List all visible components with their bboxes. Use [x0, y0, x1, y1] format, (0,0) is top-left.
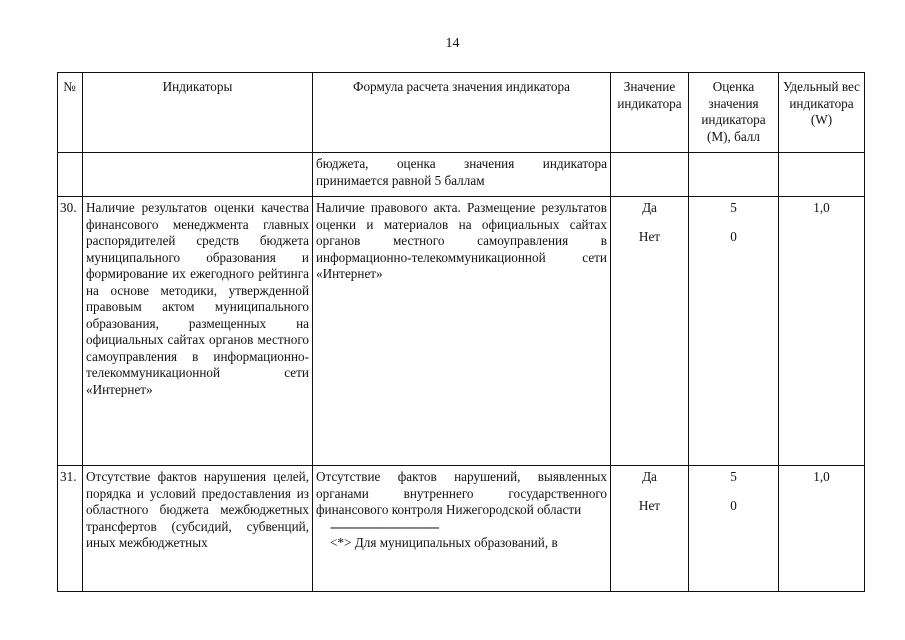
row-formula: Наличие правового акта. Размещение результатов оценки и материалов на официальных сайтах органов местного самоуправления в информационно-телекоммуникационной сети «Интернет»	[313, 197, 611, 466]
footnote-text: <*> Для муниципальных образований, в	[330, 535, 558, 550]
row-value-yes: Да	[642, 469, 657, 484]
continuation-value-cell	[611, 153, 689, 197]
continuation-indicator-cell	[83, 153, 313, 197]
row-value-no: Нет	[638, 228, 661, 244]
row-value-yes: Да	[642, 200, 657, 215]
row-score-yes: 5	[730, 469, 737, 484]
continuation-weight-cell	[779, 153, 865, 197]
continuation-formula: бюджета, оценка значения индикатора принимается равной 5 баллам	[313, 153, 611, 197]
continuation-row	[58, 153, 865, 197]
row-value-cell	[611, 197, 689, 466]
row-value-no: Нет	[638, 497, 661, 513]
row-score-no: 0	[730, 228, 737, 244]
row-score-cell	[689, 466, 779, 592]
row-weight: 1,0	[779, 466, 865, 592]
row-number: 30.	[58, 197, 83, 466]
row-score-cell	[689, 197, 779, 466]
row-value-cell	[611, 466, 689, 592]
table-row	[58, 466, 865, 592]
table-header-row	[58, 73, 865, 153]
header-weight: Удельный вес индикатора (W)	[779, 73, 865, 153]
indicators-table	[57, 72, 865, 592]
row-indicator: Наличие результатов оценки качества финансового менеджмента главных распорядителей средств бюджета муниципального образования и формирование их ежегодного рейтинга на основе методики, утвержденной правовым актом муниципального образования, размещенных на официальных сайтах органов местного самоуправления в информационно-телекоммуникационной сети «Интернет»	[83, 197, 313, 466]
header-value: Значение индикатора	[611, 73, 689, 153]
header-indicators: Индикаторы	[83, 73, 313, 153]
header-number: №	[58, 73, 83, 153]
table-row	[58, 197, 865, 466]
footnote-separator: --------------------------------	[330, 518, 439, 534]
row-score-yes: 5	[730, 200, 737, 215]
row-formula-cell	[313, 466, 611, 592]
row-indicator: Отсутствие фактов нарушения целей, порядка и условий предоставления из областного бюджета межбюджетных трансфертов (субсидий, субвенций, иных межбюджетных	[83, 466, 313, 592]
row-number: 31.	[58, 466, 83, 592]
continuation-score-cell	[689, 153, 779, 197]
row-formula: Отсутствие фактов нарушений, выявленных органами внутреннего государственного финансового контроля Нижегородской области	[316, 469, 607, 517]
header-formula: Формула расчета значения индикатора	[313, 73, 611, 153]
continuation-number-cell	[58, 153, 83, 197]
row-weight: 1,0	[779, 197, 865, 466]
header-score: Оценка значения индикатора (M), балл	[689, 73, 779, 153]
page-number: 14	[445, 36, 460, 51]
row-score-no: 0	[730, 497, 737, 513]
